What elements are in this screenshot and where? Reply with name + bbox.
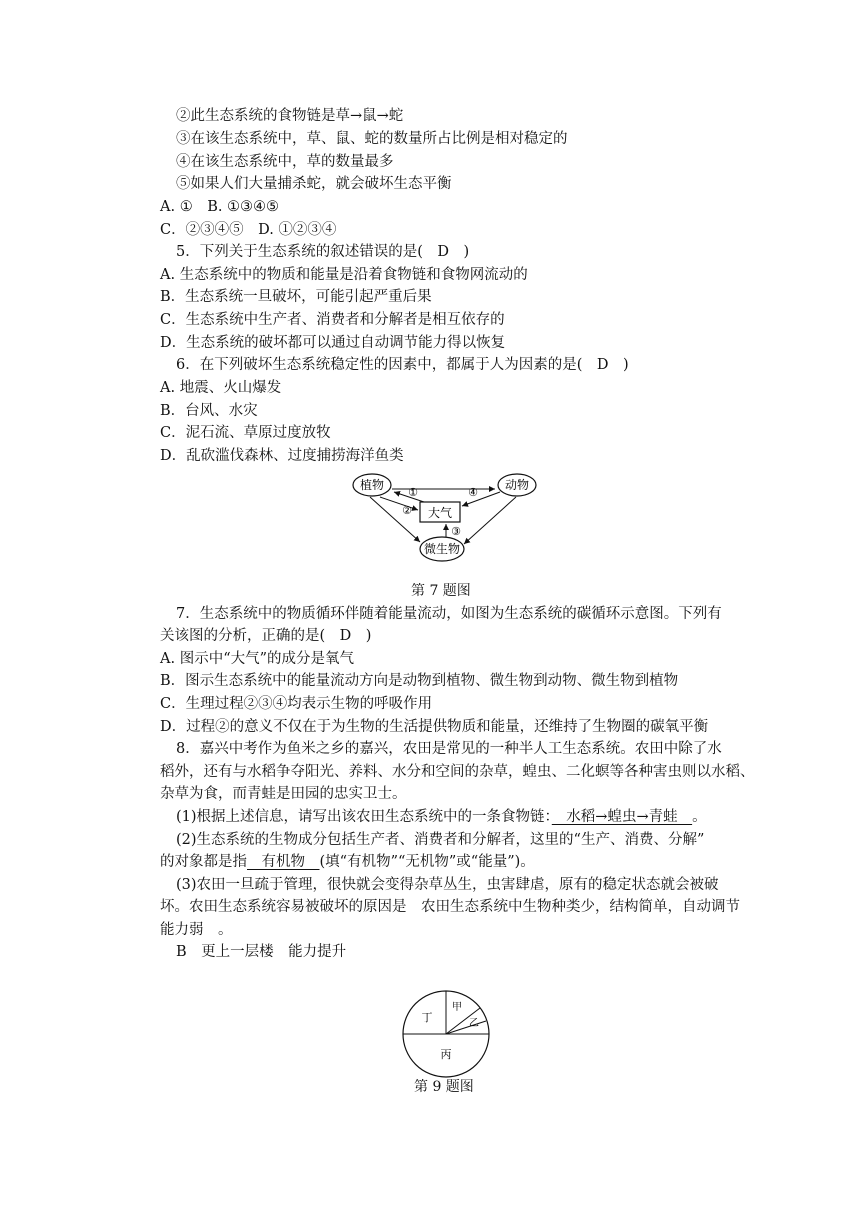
q7-option-b: B．图示生态系统中的能量流动方向是动物到植物、微生物到动物、微生物到植物 bbox=[160, 673, 679, 689]
q8-part2-line1: (2)生态系统的生物成分包括生产者、消费者和分解者，这里的“生产、消费、分解” bbox=[176, 832, 705, 848]
q5-option-c: C．生态系统中生产者、消费者和分解者是相互依存的 bbox=[160, 312, 505, 328]
process-2-label: ② bbox=[402, 504, 412, 517]
q5-option-b: B．生态系统一旦破坏，可能引起严重后果 bbox=[160, 289, 432, 305]
q8-part2-prompt: 的对象都是指 bbox=[160, 854, 247, 870]
pie-label-ding: 丁 bbox=[421, 1011, 433, 1024]
q6-option-a: A. 地震、火山爆发 bbox=[160, 380, 282, 396]
q6-stem: 6．在下列破坏生态系统稳定性的因素中，都属于人为因素的是( D ) bbox=[176, 357, 629, 373]
q8-part1-prompt: (1)根据上述信息，请写出该农田生态系统中的一条食物链： bbox=[176, 809, 552, 825]
q6-option-d: D．乱砍滥伐森林、过度捕捞海洋鱼类 bbox=[160, 448, 404, 464]
q8-stem-line1: 8．嘉兴中考作为鱼米之乡的嘉兴，农田是常见的一种半人工生态系统。农田中除了水 bbox=[176, 741, 722, 757]
q8-part2-line2 bbox=[160, 851, 535, 873]
q8-part1-answer: 水稻→蝗虫→青蛙 bbox=[551, 809, 693, 825]
process-4-label: ④ bbox=[468, 486, 478, 499]
q8-part1 bbox=[176, 806, 707, 828]
carbon-cycle-diagram bbox=[340, 468, 540, 572]
q5-stem: 5．下列关于生态系统的叙述错误的是( D ) bbox=[176, 244, 470, 260]
q8-part2-answer: 有机物 bbox=[247, 854, 320, 870]
q8-part3-line1: (3)农田一旦疏于管理，很快就会变得杂草丛生，虫害肆虐，原有的稳定状态就会被破 bbox=[176, 877, 719, 893]
pie-label-yi: 乙 bbox=[469, 1018, 479, 1029]
q7-stem-line1: 7．生态系统中的物质循环伴随着能量流动，如图为生态系统的碳循环示意图。下列有 bbox=[176, 606, 722, 622]
pie-label-bing: 丙 bbox=[440, 1048, 452, 1061]
q4-statement-4: ④在该生态系统中，草的数量最多 bbox=[176, 154, 394, 170]
arrow-plant-to-microbe bbox=[370, 497, 420, 542]
q8-stem-line2: 稻外，还有与水稻争夺阳光、养料、水分和空间的杂草，蝗虫、二化螟等各种害虫则以水稻、 bbox=[160, 764, 755, 780]
q6-option-b: B．台风、水灾 bbox=[160, 403, 258, 419]
pie-label-jia: 甲 bbox=[452, 1002, 462, 1013]
q4-statement-5: ⑤如果人们大量捕杀蛇，就会破坏生态平衡 bbox=[176, 176, 452, 192]
animal-label: 动物 bbox=[504, 478, 530, 492]
section-b-heading: B 更上一层楼 能力提升 bbox=[176, 944, 347, 960]
figure-9-caption: 第 9 题图 bbox=[414, 1079, 474, 1095]
q7-option-d: D．过程②的意义不仅在于为生物的生活提供物质和能量，还维持了生物圈的碳氧平衡 bbox=[160, 719, 709, 735]
q5-option-a: A. 生态系统中的物质和能量是沿着食物链和食物网流动的 bbox=[160, 267, 528, 283]
process-3-label: ③ bbox=[451, 525, 461, 538]
q6-option-c: C．泥石流、草原过度放牧 bbox=[160, 425, 331, 441]
q4-options-cd: C．②③④⑤ D. ①②③④ bbox=[160, 222, 337, 238]
q8-stem-line3: 杂草为食，而青蛙是田园的忠实卫士。 bbox=[160, 786, 407, 802]
q5-option-d: D．生态系统的破坏都可以通过自动调节能力得以恢复 bbox=[160, 335, 506, 351]
arrow-animal-to-microbe bbox=[464, 497, 516, 544]
q4-statement-3: ③在该生态系统中，草、鼠、蛇的数量所占比例是相对稳定的 bbox=[176, 131, 568, 147]
atmosphere-label: 大气 bbox=[427, 506, 453, 520]
q8-part2-end: (填“有机物”“无机物”或“能量”)。 bbox=[319, 854, 535, 870]
process-1-label: ① bbox=[408, 486, 418, 499]
q7-option-a: A. 图示中“大气”的成分是氧气 bbox=[160, 651, 355, 667]
pie-diagram bbox=[400, 988, 492, 1080]
plant-label: 植物 bbox=[359, 478, 385, 492]
figure-7-caption: 第 7 题图 bbox=[411, 583, 471, 599]
q4-statement-2: ②此生态系统的食物链是草→鼠→蛇 bbox=[176, 108, 404, 124]
q8-part3-line2: 坏。农田生态系统容易被破坏的原因是 农田生态系统中生物种类少，结构简单，自动调节 bbox=[160, 899, 740, 915]
q8-part3-line3: 能力弱 。 bbox=[160, 922, 233, 938]
q8-part1-end: 。 bbox=[692, 809, 707, 825]
q7-stem-line2: 关该图的分析，正确的是( D ) bbox=[160, 628, 372, 644]
q7-option-c: C．生理过程②③④均表示生物的呼吸作用 bbox=[160, 696, 433, 712]
microbe-label: 微生物 bbox=[423, 542, 461, 556]
q4-options-ab: A. ① B. ①③④⑤ bbox=[160, 199, 280, 215]
